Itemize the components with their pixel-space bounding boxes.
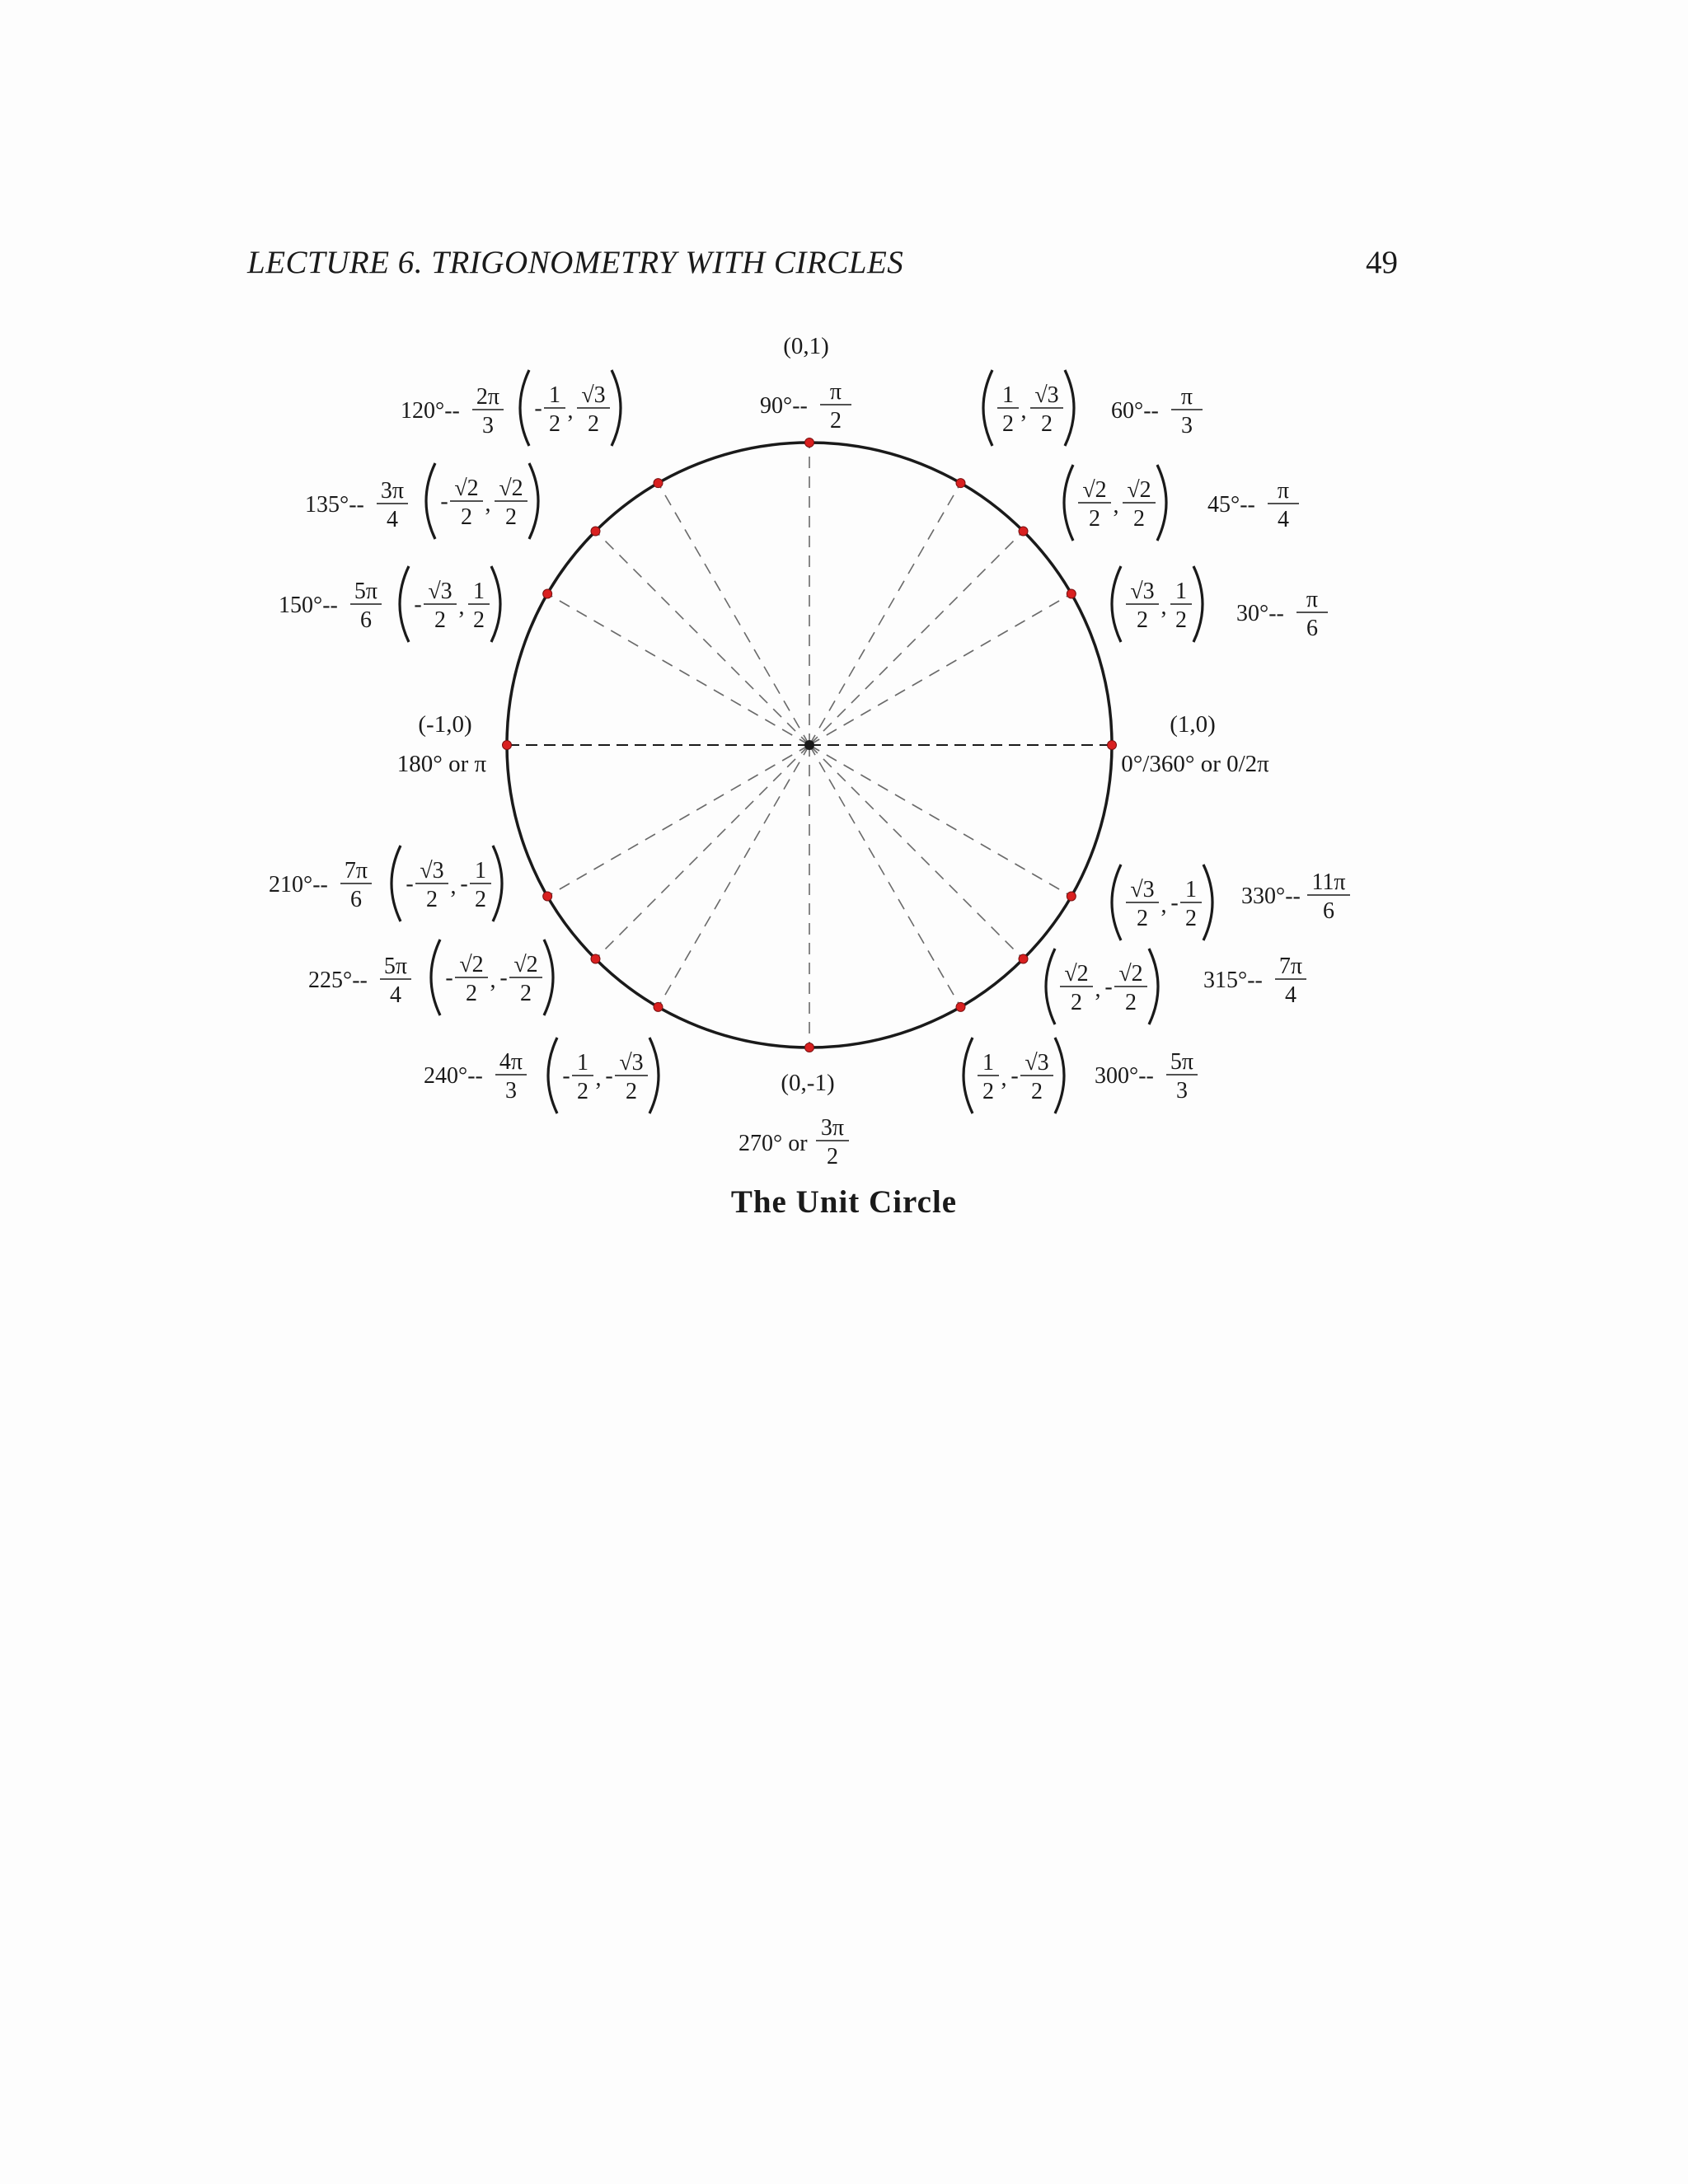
left-paren	[431, 940, 440, 1015]
radian-fraction-den: 2	[830, 408, 842, 434]
angle-label-d330	[1241, 869, 1350, 924]
y-value-den: 2	[1133, 506, 1145, 532]
angle-label-d240	[424, 1049, 527, 1104]
y-value-num: 1	[1175, 579, 1187, 604]
left-paren	[1112, 566, 1121, 642]
radius-210	[547, 745, 809, 897]
coord-label-d120	[520, 370, 621, 446]
left-paren	[548, 1038, 557, 1113]
point-315	[1019, 954, 1028, 963]
radian-fraction-num: π	[1277, 478, 1290, 504]
comma: ,	[1113, 493, 1119, 518]
right-paren	[1149, 949, 1158, 1024]
angle-label-d30	[1236, 587, 1328, 641]
x-value-den: 2	[1002, 411, 1014, 437]
radian-fraction-den: 6	[1323, 898, 1334, 924]
origin-point	[804, 740, 814, 750]
y-value-num: √3	[581, 382, 606, 408]
x-value-sign: -	[440, 489, 448, 514]
y-value-den: 2	[505, 504, 517, 530]
comma: ,	[490, 968, 496, 993]
x-value-num: √2	[1082, 477, 1107, 503]
coord-label-d45	[1064, 465, 1166, 541]
y-value-sign: -	[1170, 890, 1179, 916]
coord-label-90: (0,1)	[783, 333, 829, 359]
x-value-den: 2	[1071, 990, 1082, 1015]
angle-label-d270	[738, 1115, 849, 1169]
radius-120	[659, 483, 810, 745]
x-value-num: 1	[1002, 382, 1014, 408]
radian-fraction-den: 3	[505, 1078, 517, 1104]
page-number: 49	[1366, 245, 1398, 280]
y-value-num: 1	[1185, 877, 1197, 902]
comma: ,	[595, 1066, 602, 1091]
coord-label-d150	[400, 566, 500, 642]
comma: ,	[485, 491, 491, 517]
x-value-sign: -	[445, 965, 453, 991]
x-value-den: 2	[982, 1079, 994, 1104]
angle-label-d300	[1095, 1049, 1198, 1104]
radius-60	[809, 483, 961, 745]
angle-label-0: 0°/360° or 0/2π	[1121, 751, 1269, 777]
x-value-sign: -	[414, 592, 422, 617]
radian-fraction-den: 6	[360, 607, 372, 633]
angle-label-d135	[305, 478, 408, 532]
radian-fraction-den: 4	[390, 982, 401, 1008]
coord-label-d60	[983, 370, 1074, 446]
left-paren	[520, 370, 529, 446]
right-paren	[529, 463, 538, 539]
coord-label-d210	[392, 846, 502, 921]
coord-label-0: (1,0)	[1170, 711, 1216, 738]
comma: ,	[450, 874, 457, 899]
point-330	[1067, 892, 1076, 901]
running-title: LECTURE 6. TRIGONOMETRY WITH CIRCLES	[247, 245, 904, 280]
x-value-sign: -	[534, 396, 542, 421]
y-value-num: √3	[1025, 1050, 1049, 1076]
radian-fraction-num: π	[1180, 384, 1193, 410]
comma: ,	[458, 594, 465, 620]
y-value-den: 2	[1041, 411, 1053, 437]
left-paren	[1064, 465, 1073, 541]
y-value-sign: -	[460, 871, 468, 897]
right-paren	[1065, 370, 1074, 446]
degree-text: 150°--	[279, 593, 338, 618]
radian-fraction-num: 3π	[380, 478, 405, 504]
left-paren	[400, 566, 409, 642]
comma: ,	[1095, 977, 1101, 1002]
comma: ,	[1001, 1066, 1007, 1091]
radius-240	[659, 745, 810, 1007]
radian-fraction-num: 5π	[383, 954, 408, 979]
degree-text: 315°--	[1203, 968, 1263, 993]
left-paren	[1112, 865, 1121, 940]
x-value-den: 2	[466, 981, 477, 1006]
point-225	[591, 954, 600, 963]
radius-135	[595, 531, 809, 745]
radius-330	[809, 745, 1071, 897]
left-paren	[1046, 949, 1055, 1024]
point-150	[543, 589, 552, 598]
radius-300	[809, 745, 961, 1007]
x-value-num: 1	[982, 1050, 994, 1076]
x-value-sign: -	[562, 1063, 570, 1089]
degree-text: 60°--	[1111, 398, 1159, 424]
point-300	[956, 1002, 965, 1011]
x-value-num: √3	[420, 858, 444, 883]
y-value-den: 2	[1185, 906, 1197, 931]
point-0	[1108, 741, 1117, 750]
y-value-num: 1	[475, 858, 486, 883]
x-value-num: 1	[549, 382, 560, 408]
angle-label-d45	[1207, 478, 1299, 532]
y-value-den: 2	[520, 981, 532, 1006]
right-paren	[1203, 865, 1212, 940]
coord-label-d30	[1112, 566, 1203, 642]
radius-150	[547, 594, 809, 746]
coord-label-d225	[431, 940, 553, 1015]
degree-text: 135°--	[305, 492, 364, 518]
radian-fraction-num: 11π	[1311, 869, 1346, 895]
x-value-num: √3	[428, 579, 452, 604]
coord-label-d330	[1112, 865, 1212, 940]
radian-fraction-den: 4	[1285, 982, 1296, 1008]
y-value-sign: -	[605, 1063, 613, 1089]
degree-text: 330°--	[1241, 883, 1301, 909]
degree-text: 90°--	[760, 393, 808, 419]
point-90	[805, 438, 814, 448]
angle-label-d210	[269, 858, 372, 912]
unit-circle-diagram	[503, 438, 1117, 1052]
right-paren	[1055, 1038, 1064, 1113]
comma: ,	[1020, 398, 1027, 424]
right-paren	[493, 846, 502, 921]
y-value-sign: -	[1104, 974, 1113, 1000]
radian-fraction-den: 3	[482, 413, 494, 438]
right-paren	[1193, 566, 1203, 642]
left-paren	[392, 846, 401, 921]
x-value-den: 2	[1137, 906, 1148, 931]
y-value-num: √2	[1118, 961, 1143, 987]
radian-fraction-den: 2	[827, 1144, 838, 1169]
coord-label-270: (0,-1)	[781, 1070, 835, 1096]
coord-label-d240	[548, 1038, 659, 1113]
figure-caption: The Unit Circle	[730, 1184, 958, 1220]
y-value-sign: -	[499, 965, 508, 991]
right-paren	[649, 1038, 659, 1113]
point-270	[805, 1043, 814, 1052]
left-paren	[426, 463, 435, 539]
degree-text: 30°--	[1236, 601, 1284, 626]
y-value-den: 2	[475, 887, 486, 912]
radian-fraction-num: π	[1306, 587, 1319, 612]
radian-fraction-num: π	[829, 379, 842, 405]
radian-fraction-num: 3π	[820, 1115, 845, 1141]
point-30	[1067, 589, 1076, 598]
point-180	[503, 741, 512, 750]
radian-fraction-den: 4	[1278, 507, 1289, 532]
radian-fraction-den: 3	[1176, 1078, 1188, 1104]
left-paren	[983, 370, 992, 446]
x-value-den: 2	[434, 607, 446, 633]
y-value-num: √2	[513, 952, 538, 977]
coord-label-d300	[964, 1038, 1064, 1113]
x-value-num: √3	[1130, 579, 1155, 604]
y-value-sign: -	[1010, 1063, 1019, 1089]
radian-fraction-num: 7π	[344, 858, 368, 883]
y-value-den: 2	[1175, 607, 1187, 633]
angle-label-180: 180° or π	[396, 751, 487, 777]
radian-fraction-den: 6	[350, 887, 362, 912]
angle-label-d60	[1111, 384, 1203, 438]
point-45	[1019, 527, 1028, 536]
comma: ,	[1160, 893, 1167, 918]
y-value-num: √2	[499, 476, 523, 501]
radius-315	[809, 745, 1024, 959]
x-value-num: √3	[1130, 877, 1155, 902]
angle-label-d225	[308, 954, 411, 1008]
angle-label-d120	[401, 384, 504, 438]
coord-label-d135	[426, 463, 538, 539]
coord-label-180: (-1,0)	[418, 711, 472, 738]
radian-fraction-num: 5π	[354, 579, 378, 604]
y-value-den: 2	[473, 607, 485, 633]
radian-fraction-den: 3	[1181, 413, 1193, 438]
comma: ,	[567, 398, 574, 424]
degree-text: 240°--	[424, 1063, 483, 1089]
x-value-den: 2	[1089, 506, 1100, 532]
y-value-num: 1	[473, 579, 485, 604]
radius-225	[595, 745, 809, 959]
radian-fraction-den: 6	[1306, 616, 1318, 641]
right-paren	[491, 566, 500, 642]
x-value-den: 2	[426, 887, 438, 912]
right-paren	[1157, 465, 1166, 541]
angle-label-d90	[760, 379, 851, 434]
radian-fraction-num: 7π	[1278, 954, 1303, 979]
right-paren	[612, 370, 621, 446]
x-value-num: √2	[454, 476, 479, 501]
x-value-den: 2	[577, 1079, 588, 1104]
point-210	[543, 892, 552, 901]
x-value-num: √2	[459, 952, 484, 977]
y-value-num: √3	[619, 1050, 644, 1076]
radius-30	[809, 594, 1071, 746]
radian-fraction-num: 4π	[499, 1049, 523, 1075]
x-value-sign: -	[406, 871, 414, 897]
right-paren	[544, 940, 553, 1015]
y-value-num: √3	[1034, 382, 1059, 408]
x-value-den: 2	[1137, 607, 1148, 633]
y-value-den: 2	[1125, 990, 1137, 1015]
degree-text: 300°--	[1095, 1063, 1154, 1089]
angle-label-d315	[1203, 954, 1306, 1008]
x-value-num: √2	[1064, 961, 1089, 987]
radian-fraction-den: 4	[387, 507, 398, 532]
angle-label-d150	[279, 579, 382, 633]
radius-45	[809, 531, 1024, 745]
radian-fraction-num: 2π	[476, 384, 500, 410]
point-135	[591, 527, 600, 536]
comma: ,	[1160, 594, 1167, 620]
degree-text: 225°--	[308, 968, 368, 993]
degree-text: 270° or	[738, 1131, 808, 1156]
y-value-den: 2	[1031, 1079, 1043, 1104]
point-240	[654, 1002, 663, 1011]
y-value-den: 2	[588, 411, 599, 437]
x-value-num: 1	[577, 1050, 588, 1076]
coord-label-d315	[1046, 949, 1158, 1024]
left-paren	[964, 1038, 973, 1113]
point-60	[956, 479, 965, 488]
x-value-den: 2	[461, 504, 472, 530]
degree-text: 45°--	[1207, 492, 1255, 518]
y-value-den: 2	[626, 1079, 637, 1104]
degree-text: 120°--	[401, 398, 460, 424]
y-value-num: √2	[1127, 477, 1151, 503]
point-120	[654, 479, 663, 488]
degree-text: 210°--	[269, 872, 328, 898]
x-value-den: 2	[549, 411, 560, 437]
radian-fraction-num: 5π	[1170, 1049, 1194, 1075]
